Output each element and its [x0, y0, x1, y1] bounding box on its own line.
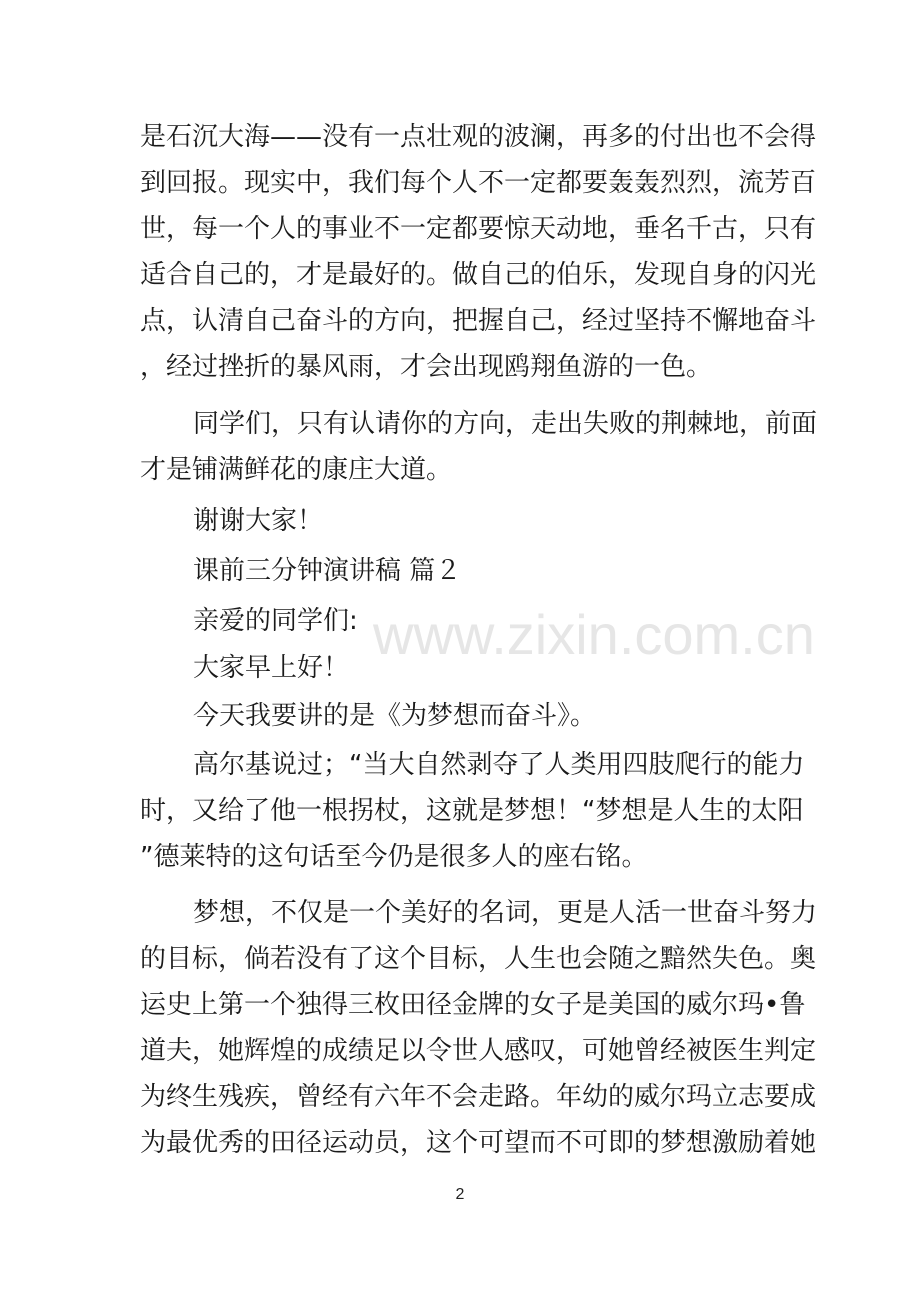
text-line: 亲爱的同学们: [193, 606, 358, 636]
text-line: 时，又给了他一根拐杖，这就是梦想！“梦想是人生的太阳 [140, 796, 804, 826]
text-line: 到回报。现实中，我们每个人不一定都要轰轰烈烈，流芳百 [140, 168, 817, 198]
text-line: 大家早上好！ [193, 653, 350, 683]
text-line: 的目标，倘若没有了这个目标，人生也会随之黯然失色。奥 [140, 944, 817, 974]
text-line: 世，每一个人的事业不一定都要惊天动地，垂名千古，只有 [140, 214, 817, 244]
text-line: 同学们，只有认请你的方向，走出失败的荆棘地，前面 [193, 409, 818, 439]
text-line: 道夫，她辉煌的成绩足以令世人感叹，可她曾经被医生判定 [140, 1036, 817, 1066]
text-line: 运史上第一个独得三枚田径金牌的女子是美国的威尔玛•鲁 [140, 990, 806, 1020]
text-line: 谢谢大家！ [193, 506, 324, 536]
watermark: www.zixin.com.cn [373, 603, 815, 666]
text-line: ”德莱特的这句话至今仍是很多人的座右铭。 [140, 842, 648, 872]
text-line: 梦想，不仅是一个美好的名词，更是人活一世奋斗努力 [193, 898, 818, 928]
text-line: 为最优秀的田径运动员，这个可望而不可即的梦想激励着她 [140, 1128, 817, 1158]
text-line: 点，认清自己奋斗的方向，把握自己，经过坚持不懈地奋斗 [140, 306, 817, 336]
text-line: 才是铺满鲜花的康庄大道。 [140, 455, 453, 485]
text-line: 今天我要讲的是《为梦想而奋斗》。 [193, 701, 597, 731]
section-heading: 课前三分钟演讲稿 篇２ [193, 556, 462, 586]
text-line: 高尔基说过；“当大自然剥夺了人类用四肢爬行的能力 [193, 750, 805, 780]
text-line: 为终生残疾，曾经有六年不会走路。年幼的威尔玛立志要成 [140, 1082, 817, 1112]
text-line: 适合自己的，才是最好的。做自己的伯乐，发现自身的闪光 [140, 260, 817, 290]
text-line: ，经过挫折的暴风雨，才会出现鸥翔鱼游的一色。 [140, 352, 713, 382]
text-line: 是石沉大海——没有一点壮观的波澜，再多的付出也不会得 [140, 122, 817, 152]
page-number: 2 [455, 1186, 465, 1203]
